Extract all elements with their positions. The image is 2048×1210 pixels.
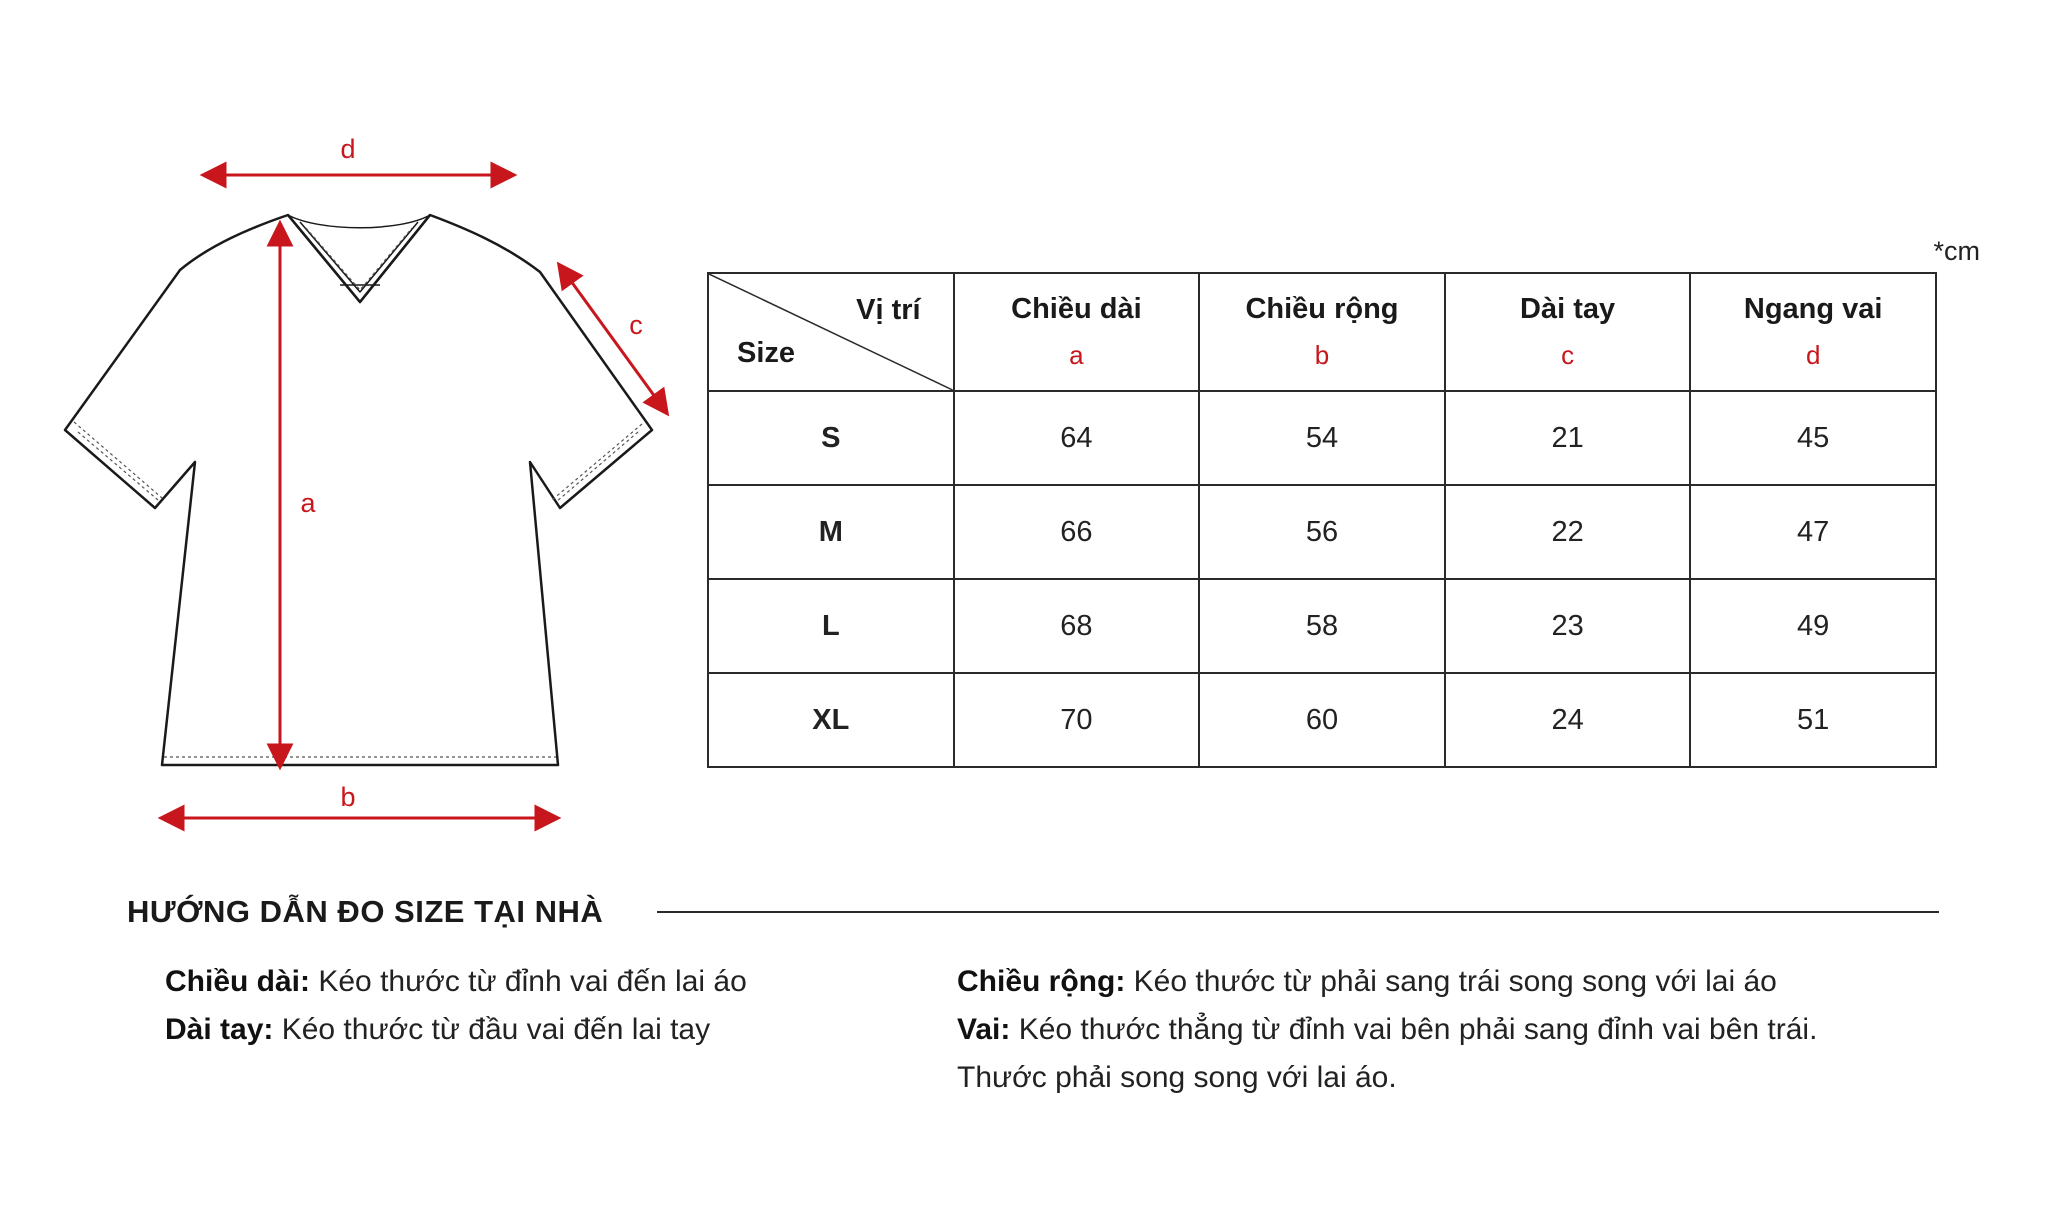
value-cell: 22: [1445, 485, 1691, 579]
guide-text: Kéo thước từ đầu vai đến lai tay: [273, 1013, 711, 1046]
value-cell: 24: [1445, 673, 1691, 767]
table-row: [708, 579, 1936, 673]
guide-length-line: [165, 958, 747, 1006]
dimension-d-label: d: [340, 134, 356, 164]
value-cell: 70: [954, 673, 1200, 767]
column-header-width: [1199, 273, 1445, 391]
guide-term: Chiều dài:: [165, 965, 311, 998]
guide-shoulder-line: [957, 1006, 1817, 1054]
guide-width-line: [957, 958, 1817, 1006]
guide-text: Kéo thước thẳng từ đỉnh vai bên phải sang đỉnh vai bên trái.: [1010, 1013, 1818, 1046]
value-cell: 56: [1199, 485, 1445, 579]
column-header-label: Chiều rộng: [1245, 293, 1399, 325]
value-cell: 51: [1690, 673, 1936, 767]
size-cell: XL: [708, 673, 954, 767]
guide-right-column: [957, 958, 1817, 1102]
table-corner-cell: [708, 273, 954, 391]
column-header-label: Chiều dài: [1011, 293, 1142, 325]
size-table: [707, 272, 1937, 768]
guide-term: Chiều rộng:: [957, 965, 1126, 998]
table-row: [708, 673, 1936, 767]
column-header-shoulder: [1690, 273, 1936, 391]
guide-term: Vai:: [957, 1013, 1011, 1046]
dimension-a-label: a: [300, 488, 316, 518]
value-cell: 68: [954, 579, 1200, 673]
dimension-c-arrow: [560, 266, 666, 412]
column-header-code: b: [1314, 340, 1330, 370]
value-cell: 21: [1445, 391, 1691, 485]
corner-diagonal: [709, 274, 953, 390]
size-cell: M: [708, 485, 954, 579]
dimension-c-label: c: [629, 310, 643, 340]
guide-left-column: [165, 958, 747, 1054]
column-header-label: Ngang vai: [1743, 293, 1883, 325]
dimension-b-label: b: [340, 782, 356, 812]
table-header-row: [708, 273, 1936, 391]
value-cell: 60: [1199, 673, 1445, 767]
guide-title: HƯỚNG DẪN ĐO SIZE TẠI NHÀ: [127, 894, 604, 929]
value-cell: 49: [1690, 579, 1936, 673]
position-label: Vị trí: [856, 294, 921, 326]
value-cell: 47: [1690, 485, 1936, 579]
tshirt-measurement-diagram: [0, 0, 720, 860]
column-header-label: Dài tay: [1520, 293, 1616, 325]
size-label: Size: [737, 337, 796, 369]
column-header-code: d: [1805, 340, 1821, 370]
size-cell: L: [708, 579, 954, 673]
value-cell: 45: [1690, 391, 1936, 485]
guide-shoulder-note: Thước phải song song với lai áo.: [957, 1061, 1397, 1094]
guide-divider: [657, 911, 1939, 913]
size-cell: S: [708, 391, 954, 485]
value-cell: 58: [1199, 579, 1445, 673]
column-header-sleeve: [1445, 273, 1691, 391]
column-header-code: a: [1069, 340, 1084, 370]
column-header-length: [954, 273, 1200, 391]
value-cell: 66: [954, 485, 1200, 579]
guide-text: Kéo thước từ đỉnh vai đến lai áo: [310, 965, 747, 998]
guide-text: Kéo thước từ phải sang trái song song với lai áo: [1125, 965, 1777, 998]
value-cell: 54: [1199, 391, 1445, 485]
unit-note: *cm: [1933, 236, 1980, 266]
table-row: [708, 391, 1936, 485]
guide-sleeve-line: [165, 1006, 747, 1054]
column-header-code: c: [1561, 340, 1575, 370]
stitch-lines: [74, 228, 642, 757]
value-cell: 23: [1445, 579, 1691, 673]
value-cell: 64: [954, 391, 1200, 485]
guide-term: Dài tay:: [165, 1013, 274, 1046]
table-row: [708, 485, 1936, 579]
